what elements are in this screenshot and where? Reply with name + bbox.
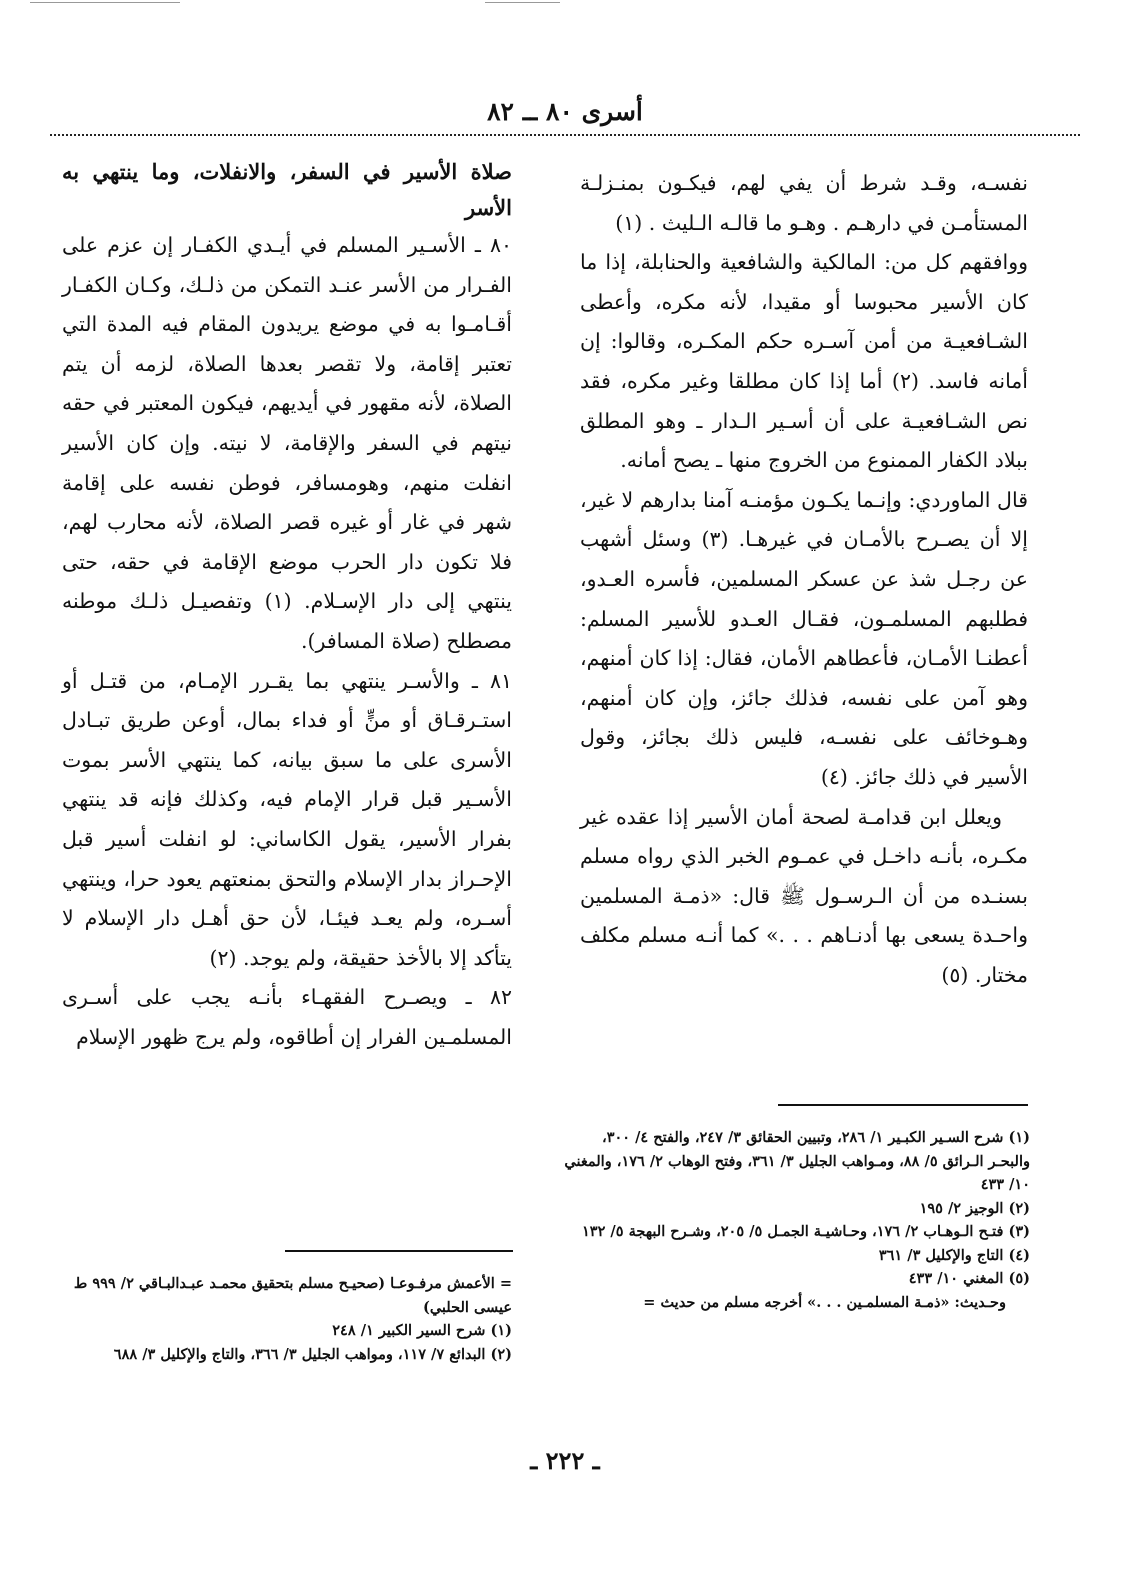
page-number: ـ ٢٢٢ ـ [530,1446,600,1475]
paragraph: ٨١ ـ والأسـر ينتهي بما يقـرر الإمـام، من قتـل أو استـرقـاق أو منٍّ أو فداء بمال، أوعن طريق تبـادل الأسرى على ما سبق بيانه، كما ينتهي الأسر بموت الأسـير قبل قرار الإمام فيه، وكذلك فإنه قد ينتهي بفرار الأسير، يقول الكاساني: لو انفلت أسير قبل الإحـراز بدار الإسلام والتحق بمنعتهم يعود حرا، وينتهي أسـره، ولم يعـد فيئـا، لأن حق أهـل دار الإسلام لا يتأكد إلا بالأخذ حقيقة، ولم يوجد. (٢) [62,668,512,970]
footnote: (٤) التاج والإكليل ٣/ ٣٦١ [878,1246,1030,1264]
footnote-continuation: = الأعمش مرفـوعـا (صحيـح مسلم بتحقيق محمـد عبـدالبـاقي ٢/ ٩٩٩ ط عيسى الحلبي) [73,1275,512,1316]
footnote: (١) شرح السـير الكبـير ١/ ٢٨٦، وتبيين الحقائق ٣/ ٢٤٧، والفتح ٤/ ٣٠٠، والبحـر الـرائق ٥/ ٨٨، ومـواهب الجليل ٣/ ٣٦١، وفتح الوهاب ٢/ ١٧٦، والمغني ١٠/ ٤٣٣ [564,1129,1030,1193]
paragraph: قال الماوردي: وإنـما يكـون مؤمنـه آمنا بدارهم لا غير، إلا أن يصـرح بالأمـان في غيرهـا. (٣) وسئل أشهب عن رجـل شذ عن عسكر المسلمين، فأسره العـدو، فطلبهم المسلمـون، فقـال العـدو للأسير المسلم: أعطنـا الأمـان، فأعطاهم الأمان، فقال: إذا كان أمنهم، وهو آمن على نفسه، فذلك جائز، وإن كان أمنهم، وهـوخائف على نفسـه، فليس ذلك بجائز، وقول الأسير في ذلك جائز. (٤) [580,487,1028,789]
paragraph: ويعلل ابن قدامـة لصحة أمان الأسير إذا عقده غير مكـره، بأنـه داخـل في عمـوم الخبر الذي رواه مسلم بسنـده من أن الـرسـول ﷺ قال: «ذمـة المسلمين واحـدة يسعى بها أدنـاهم . . .» كما أنـه مسلم مكلف مختار. (٥) [580,804,1028,987]
paragraph: ٨٢ ـ ويصـرح الفقهـاء بأنـه يجب على أسـرى المسلمـين الفرار إن أطاقوه، ولم يرج ظهور الإسلام [62,985,512,1049]
section-heading: صلاة الأسير في السفر، والانفلات، وما ينتهي به الأسر [62,159,512,220]
running-header: أسرى ٨٠ ــ ٨٢ [487,97,643,126]
footnotes-right [560,1126,1030,1314]
footnote-separator [285,1250,513,1252]
footnote-separator [778,1104,1028,1106]
paragraph: ٨٠ ـ الأسـير المسلم في أيـدي الكفـار إن عزم على الفـرار من الأسر عنـد التمكن من ذلـك، وكـان الكفـار أقـامـوا به في موضع يريدون المقام فيه المدة التي تعتبر إقامة، ولا تقصر بعدها الصلاة، لزمه أن يتم الصلاة، لأنه مقهور في أيديهم، فيكون المعتبر في حقه نيتهم في السفر والإقامة، لا نيته. وإن كان الأسير انفلت منهم، وهومسافر، فوطن نفسه على إقامة شهر في غار أو غيره قصر الصلاة، لأنه محارب لهم، فلا تكون دار الحرب موضع الإقامة في حقه، حتى ينتهي إلى دار الإسـلام. (١) وتفصيـل ذلـك موطنه مصطلح (صلاة المسافر). [62,233,512,653]
left-text-column [62,154,512,1057]
paragraph: نفسـه، وقـد شرط أن يفي لهم، فيكـون بمنـزلـة المستأمـن في دارهـم . وهـو ما قالـه الـليث . (١) [580,171,1028,235]
footnote: (٥) المغني ١٠/ ٤٣٣ [908,1270,1030,1287]
footnote: (٢) الوجيز ٢/ ١٩٥ [919,1199,1030,1217]
scan-edge-mark [30,2,180,3]
header-dotted-rule [50,134,1080,136]
footnote: (٢) البدائع ٧/ ١١٧، ومواهب الجليل ٣/ ٣٦٦، والتاج والإكليل ٣/ ٦٨٨ [113,1345,512,1363]
footnote: (١) شرح السير الكبير ١/ ٢٤٨ [332,1322,512,1339]
paragraph: ووافقهم كل من: المالكية والشافعية والحنابلة، إذا ما كان الأسير محبوسا أو مقيدا، لأنه مكره، وأعطى الشـافعيـة من أمن آسـره حكم المكـره، وقالوا: إن أمانه فاسد. (٢) أما إذا كان مطلقا وغير مكره، فقد نص الشـافعيـة على أن أسـير الـدار ـ وهو المطلق ببلاد الكفار الممنوع من الخروج منها ـ يصح أمانه. [580,250,1028,473]
right-text-column [580,164,1028,995]
footnotes-left [60,1272,512,1366]
scan-edge-mark [485,2,560,3]
footnote: (٣) فتـح الـوهـاب ٢/ ١٧٦، وحـاشيـة الجمـل ٥/ ٢٠٥، وشـرح البهجة ٥/ ١٣٢ [582,1223,1030,1240]
footnote-continuation: وحـديث: «ذمـة المسلمـين . . .» أخرجه مسلم من حديث = [643,1293,1006,1311]
